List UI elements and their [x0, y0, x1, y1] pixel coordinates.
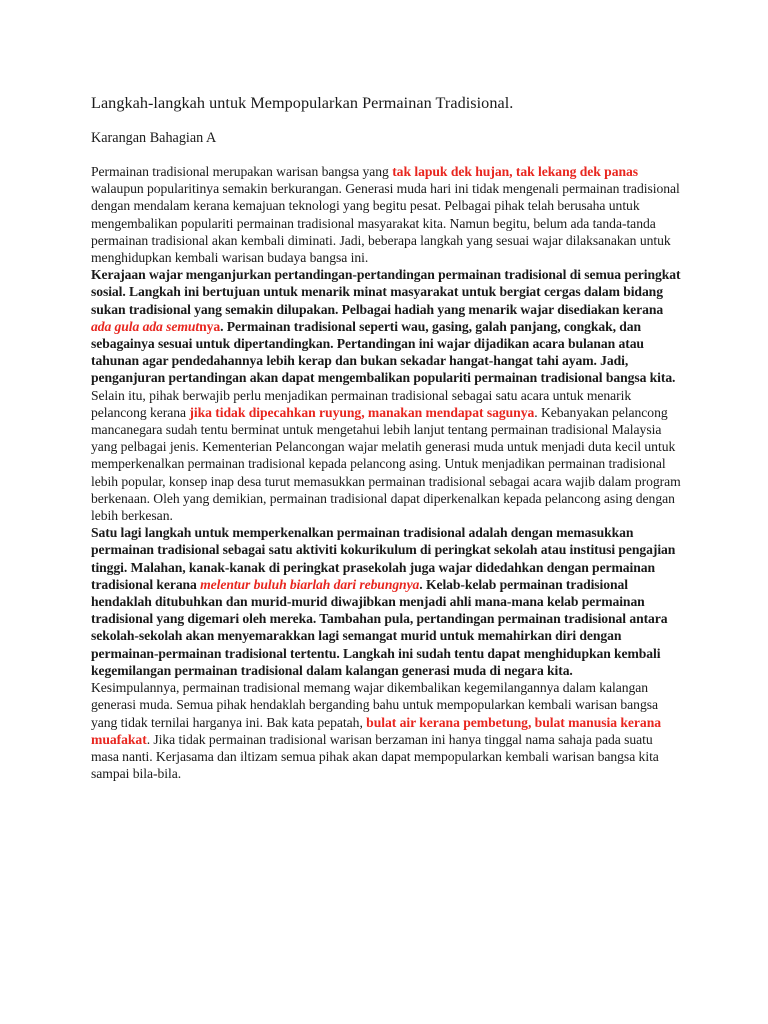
- point1-idiom-suffix: nya: [199, 318, 221, 334]
- document-page: [91, 92, 681, 782]
- document-title: Langkah-langkah untuk Mempopularkan Permainan Tradisional.: [91, 94, 514, 112]
- intro-text-2: walaupun popularitinya semakin berkurangan. Generasi muda hari ini tidak mengenali permainan tradisional dengan mendalam kerana kemajuan teknologi yang begitu pesat. Pelbagai pihak telah berusaha untuk mengembalikan populariti permainan tradisional masyarakat kita. Namun begitu, belum ada tanda-tanda permainan tradisional akan kembali diminati. Jadi, beberapa langkah yang sesuai wajar dilaksanakan untuk menghidupkan kembali warisan budaya bangsa ini.: [91, 181, 680, 266]
- point3-text-2: . Kelab-kelab permainan tradisional hendaklah ditubuhkan dan murid-murid diwajibkan menjadi ahli mana-mana kelab permainan tradisional yang digemari oleh mereka. Tambahan pula, pertandingan permainan tradisional antara sekolah-sekolah akan menyemarakkan lagi semangat murid untuk memahirkan diri dengan permainan-permainan tradisional tertentu. Langkah ini sudah tentu dapat menghidupkan kembali kegemilangan permainan tradisional dalam kalangan generasi muda di negara kita.: [91, 576, 668, 678]
- paragraph-introduction: [91, 163, 681, 266]
- conclusion-text-2: . Jika tidak permainan tradisional warisan berzaman ini hanya tinggal nama sahaja pada suatu masa nanti. Kerjasama dan iltizam semua pihak akan dapat mempopularkan kembali warisan bangsa kita sampai bila-bila.: [91, 731, 659, 782]
- point3-idiom-highlight: melentur buluh biarlah dari rebungnya: [200, 576, 420, 592]
- point1-idiom-highlight: ada gula ada semut: [91, 318, 200, 334]
- intro-text-1: Permainan tradisional merupakan warisan bangsa yang: [91, 164, 393, 179]
- point2-text-1: Selain itu, pihak berwajib perlu menjadikan permainan tradisional sebagai satu acara untuk menarik pelancong kerana: [91, 387, 632, 420]
- point2-idiom-highlight: jika tidak dipecahkan ruyung, manakan mendapat sagunya: [189, 404, 535, 420]
- paragraph-point-2: [91, 387, 681, 525]
- point3-text-1: Satu lagi langkah untuk memperkenalkan permainan tradisional adalah dengan memasukkan permainan tradisional sebagai satu aktiviti kokurikulum di peringkat sekolah atau institusi pengajian tinggi. Malahan, kanak-kanak di peringkat prasekolah juga wajar didedahkan dengan permainan tradisional kerana: [91, 525, 676, 592]
- paragraph-point-1: [91, 266, 681, 386]
- point1-text-2: . Permainan tradisional seperti wau, gasing, galah panjang, congkak, dan sebagainya sesuai untuk dipertandingkan. Pertandingan ini wajar dijadikan acara bulanan atau tahunan agar pendedahannya lebih kerap dan bukan sekadar hangat-hangat tahi ayam. Jadi, penganjuran pertandingan akan dapat mengembalikan populariti permainan tradisional bangsa kita.: [91, 318, 676, 386]
- intro-idiom-highlight: tak lapuk dek hujan, tak lekang dek panas: [392, 164, 639, 179]
- paragraph-conclusion: [91, 679, 681, 782]
- conclusion-idiom-highlight: bulat air kerana pembetung, bulat manusia kerana muafakat: [91, 714, 662, 747]
- point1-text-1: Kerajaan wajar menganjurkan pertandingan-pertandingan permainan tradisional di semua peringkat sosial. Langkah ini bertujuan untuk menarik minat masyarakat untuk bergiat cergas dalam bidang sukan tradisional yang semakin dilupakan. Pelbagai hadiah yang menarik wajar disediakan kerana: [91, 267, 681, 317]
- point2-text-2: . Kebanyakan pelancong mancanegara sudah tentu berminat untuk mengetahui lebih lanjut tentang permainan tradisional Malaysia yang pelbagai jenis. Kementerian Pelancongan wajar melatih generasi muda untuk menjadi duta kecil untuk memperkenalkan permainan tradisional kepada pelancong asing. Untuk menjadikan permainan tradisional lebih popular, konsep inap desa turut memasukkan permainan tradisional sebagai acara wajib dalam program berkenaan. Oleh yang demikian, permainan tradisional dapat diperkenalkan kepada pelancong asing dengan lebih berkesan.: [91, 404, 681, 524]
- conclusion-text-1: Kesimpulannya, permainan tradisional memang wajar dikembalikan kegemilangannya dalam kalangan generasi muda. Semua pihak hendaklah berganding bahu untuk mempopularkan kembali warisan bangsa yang tidak ternilai harganya ini. Bak kata pepatah,: [91, 680, 658, 730]
- document-subtitle: Karangan Bahagian A: [91, 130, 217, 146]
- paragraph-point-3: [91, 524, 681, 679]
